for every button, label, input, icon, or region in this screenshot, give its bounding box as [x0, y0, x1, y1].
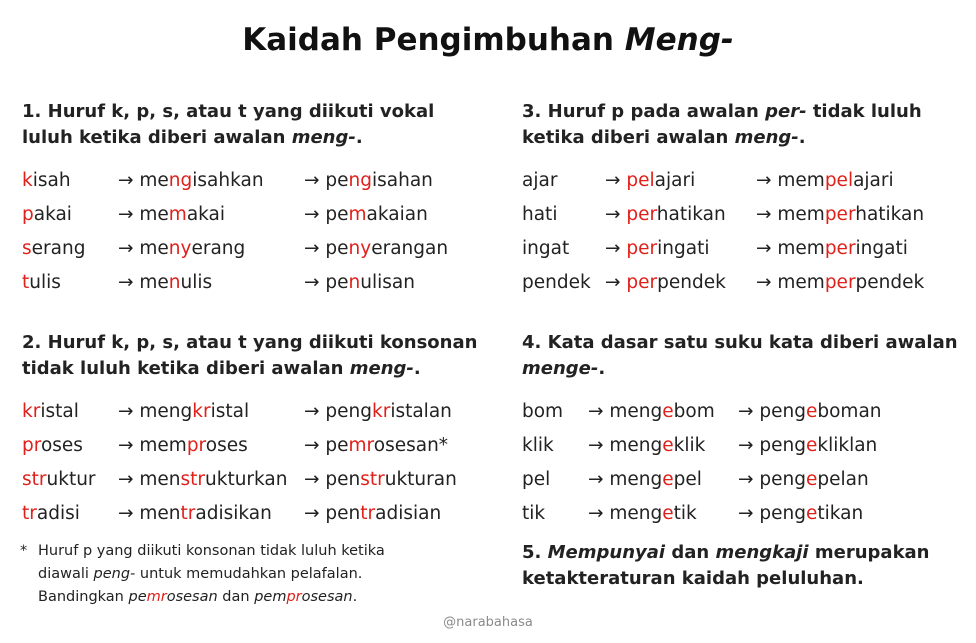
text-segment: isahkan [192, 169, 264, 191]
highlighted-letters: ng [168, 169, 193, 191]
text-segment: → pe [304, 237, 349, 259]
highlighted-letters: e [662, 400, 674, 422]
example-row [522, 462, 958, 496]
highlighted-letters: per [626, 203, 657, 225]
highlighted-letters: str [22, 468, 47, 490]
highlighted-letters: n [348, 271, 361, 293]
text-segment: isahan [371, 169, 433, 191]
text-segment: . [598, 358, 606, 379]
example-row [522, 394, 958, 428]
footnote [20, 540, 385, 609]
highlighted-letters: k [22, 169, 33, 191]
text-segment: ulisan [360, 271, 415, 293]
text-segment: uktur [46, 468, 96, 490]
text-segment: 2. Huruf k, p, s, atau t yang diikuti konsonan [22, 332, 478, 353]
highlighted-letters: ng [348, 169, 372, 191]
highlighted-letters: e [805, 434, 818, 456]
example-rows [522, 394, 958, 530]
text-segment: 5. [522, 542, 548, 563]
highlighted-letters: p [22, 203, 34, 225]
text-segment: oses [40, 434, 83, 456]
text-segment: tidak luluh [806, 101, 922, 122]
text-segment: → meng [588, 468, 663, 490]
text-segment: adisikan [195, 502, 272, 524]
text-segment: adisi [36, 502, 80, 524]
text-segment: luluh ketika diberi awalan [22, 127, 292, 148]
footnote-line [20, 540, 385, 563]
text-segment: → meng [588, 400, 663, 422]
highlighted-letters: t [22, 271, 30, 293]
example-row [522, 428, 958, 462]
example-rows [22, 163, 448, 299]
text-segment: hati [522, 203, 558, 225]
text-segment: erang [191, 237, 246, 259]
highlighted-letters: tr [360, 502, 376, 524]
text-segment: → meng [588, 502, 663, 524]
text-segment: istalan [390, 400, 452, 422]
example-row [22, 394, 477, 428]
text-segment: → [605, 237, 627, 259]
footnote-line [20, 563, 385, 586]
credit-handle: @narabahasa [443, 615, 533, 630]
text-segment: → [605, 203, 627, 225]
text-segment: bom [673, 400, 715, 422]
text-segment: ajari [654, 169, 696, 191]
peng-form [756, 272, 924, 293]
peng-form [738, 469, 869, 490]
text-segment: → meng [118, 400, 193, 422]
text-segment: pem [254, 589, 287, 605]
highlighted-letters: pel [824, 169, 854, 191]
meng-form [605, 204, 756, 225]
text-segment: → me [118, 237, 169, 259]
base-word [22, 170, 118, 191]
text-segment: ketika diberi awalan [522, 127, 735, 148]
meng-form [118, 503, 304, 524]
text-segment: meng- [349, 358, 414, 379]
note-line [522, 566, 930, 592]
text-segment: ajar [522, 169, 558, 191]
heading-line [522, 356, 958, 382]
example-row [22, 163, 448, 197]
meng-form [605, 272, 756, 293]
text-segment: → mem [756, 203, 825, 225]
rule-2-section [22, 330, 477, 530]
text-segment: akai [186, 203, 226, 225]
text-segment: boman [817, 400, 882, 422]
text-segment: → peng [738, 502, 806, 524]
peng-form [304, 469, 457, 490]
text-segment: → me [118, 169, 169, 191]
meng-form [588, 435, 738, 456]
peng-form [304, 503, 441, 524]
text-segment: . [355, 127, 363, 148]
highlighted-letters: m [168, 203, 187, 225]
heading-line [522, 99, 924, 125]
example-row [22, 428, 477, 462]
text-segment: → me [118, 203, 169, 225]
highlighted-letters: mr [348, 434, 374, 456]
example-rows [522, 163, 924, 299]
text-segment: osesan* [373, 434, 449, 456]
base-word [22, 469, 118, 490]
meng-form [118, 238, 304, 259]
text-segment: adisian [375, 502, 442, 524]
highlighted-letters: e [805, 468, 818, 490]
footnote-marker: * [20, 543, 28, 559]
base-word [22, 401, 118, 422]
highlighted-letters: mr [146, 589, 167, 605]
text-segment: erangan [371, 237, 449, 259]
highlighted-letters: str [360, 468, 385, 490]
text-segment: ukturkan [205, 468, 288, 490]
text-segment: → pen [304, 468, 361, 490]
example-row [22, 496, 477, 530]
text-segment: → peng [738, 400, 806, 422]
text-segment: osesan [301, 589, 353, 605]
text-segment: → peng [738, 468, 806, 490]
text-segment: → me [118, 271, 169, 293]
text-segment: → pe [304, 169, 349, 191]
example-row [522, 265, 924, 299]
highlighted-letters: e [805, 502, 818, 524]
text-segment: ingat [522, 237, 570, 259]
base-word [22, 503, 118, 524]
text-segment: klik [522, 434, 554, 456]
meng-form [118, 401, 304, 422]
heading-line [22, 99, 448, 125]
text-segment: . [413, 358, 421, 379]
text-segment: → pen [304, 502, 361, 524]
text-segment: istal [210, 400, 250, 422]
example-row [22, 197, 448, 231]
highlighted-letters: str [180, 468, 206, 490]
meng-form [588, 469, 738, 490]
base-word [522, 503, 588, 524]
text-segment: → [605, 271, 627, 293]
text-segment: → [605, 169, 627, 191]
rule-heading [522, 99, 924, 151]
peng-form [738, 435, 877, 456]
base-word [522, 170, 605, 191]
text-segment: ingati [855, 237, 908, 259]
text-segment: meng- [734, 127, 799, 148]
highlighted-letters: kr [192, 400, 211, 422]
highlighted-letters: ny [168, 237, 192, 259]
text-segment: tikan [817, 502, 864, 524]
peng-form [304, 401, 452, 422]
text-segment: ajari [853, 169, 894, 191]
example-row [522, 231, 924, 265]
note-line [522, 540, 930, 566]
text-segment: ulis [180, 271, 213, 293]
rule-5-note [522, 540, 930, 592]
base-word [522, 435, 588, 456]
highlighted-letters: tr [180, 502, 196, 524]
text-segment: kliklan [817, 434, 878, 456]
rule-3-section [522, 99, 924, 299]
text-segment: tidak luluh ketika diberi awalan [22, 358, 350, 379]
meng-form [588, 401, 738, 422]
base-word [522, 204, 605, 225]
example-row [522, 197, 924, 231]
text-segment: hatikan [656, 203, 726, 225]
meng-form [588, 503, 738, 524]
highlighted-letters: per [626, 237, 658, 259]
peng-form [304, 435, 448, 456]
example-row [22, 462, 477, 496]
text-segment: per- [765, 101, 807, 122]
base-word [22, 204, 118, 225]
highlighted-letters: e [662, 468, 674, 490]
text-segment: istal [40, 400, 79, 422]
highlighted-letters: kr [371, 400, 391, 422]
text-segment: bom [522, 400, 564, 422]
peng-form [304, 204, 428, 225]
text-segment: ulis [29, 271, 61, 293]
highlighted-letters: e [662, 502, 674, 524]
text-segment: mengkaji [715, 542, 809, 563]
base-word [522, 401, 588, 422]
peng-form [304, 170, 433, 191]
base-word [22, 272, 118, 293]
text-segment: . [352, 589, 358, 605]
text-segment: . [798, 127, 806, 148]
meng-form [118, 272, 304, 293]
heading-line [522, 330, 958, 356]
text-segment: diawali [38, 566, 94, 582]
highlighted-letters: pr [286, 589, 302, 605]
highlighted-letters: per [824, 203, 856, 225]
text-segment: isah [32, 169, 71, 191]
rule-heading [22, 330, 477, 382]
highlighted-letters: e [662, 434, 674, 456]
text-segment: → pe [304, 434, 349, 456]
text-segment: Huruf p yang diikuti konsonan tidak luluh ketika [38, 543, 385, 559]
rule-heading [522, 330, 958, 382]
highlighted-letters: e [805, 400, 818, 422]
text-segment: → pe [304, 271, 349, 293]
highlighted-letters: n [168, 271, 181, 293]
example-row [522, 163, 924, 197]
text-segment: dan [665, 542, 716, 563]
text-segment: pelan [817, 468, 869, 490]
text-segment: 4. Kata dasar satu suku kata diberi awalan [522, 332, 958, 353]
text-segment: pendek [522, 271, 591, 293]
example-rows [22, 394, 477, 530]
peng-form [756, 238, 908, 259]
text-segment: 3. Huruf p pada awalan [522, 101, 766, 122]
highlighted-letters: per [824, 271, 856, 293]
highlighted-letters: s [22, 237, 32, 259]
text-segment: pel [673, 468, 702, 490]
base-word [22, 238, 118, 259]
text-segment: osesan [166, 589, 218, 605]
meng-form [118, 469, 304, 490]
text-segment: → men [118, 502, 181, 524]
highlighted-letters: per [824, 237, 856, 259]
text-segment: tik [522, 502, 546, 524]
peng-form [738, 401, 882, 422]
rule-1-section [22, 99, 448, 299]
highlighted-letters: ny [348, 237, 372, 259]
meng-form [118, 204, 304, 225]
meng-form [605, 170, 756, 191]
rule-heading [22, 99, 448, 151]
text-segment: → peng [304, 400, 372, 422]
highlighted-letters: tr [22, 502, 37, 524]
heading-line [22, 125, 448, 151]
text-segment: untuk memudahkan pelafalan. [135, 566, 363, 582]
highlighted-letters: kr [22, 400, 41, 422]
text-segment: merupakan [808, 542, 930, 563]
text-segment: klik [673, 434, 706, 456]
peng-form [304, 238, 448, 259]
meng-form [118, 170, 304, 191]
text-segment: pe [128, 589, 147, 605]
text-segment: erang [31, 237, 86, 259]
text-segment: ketakteraturan kaidah peluluhan. [522, 568, 864, 589]
heading-line [522, 125, 924, 151]
example-row [22, 265, 448, 299]
base-word [522, 272, 605, 293]
highlighted-letters: pel [626, 169, 655, 191]
text-segment: → mem [756, 271, 825, 293]
text-segment: → men [118, 468, 181, 490]
text-segment: oses [205, 434, 248, 456]
example-row [22, 231, 448, 265]
peng-form [756, 170, 894, 191]
text-segment: meng- [291, 127, 356, 148]
text-segment: pendek [657, 271, 726, 293]
highlighted-letters: per [626, 271, 658, 293]
text-segment: tik [673, 502, 697, 524]
text-segment: dan [217, 589, 255, 605]
text-segment: → mem [756, 237, 825, 259]
footnote-line [20, 586, 385, 609]
peng-form [304, 272, 415, 293]
base-word [522, 469, 588, 490]
text-segment: peng- [93, 566, 136, 582]
highlighted-letters: pr [22, 434, 41, 456]
meng-form [118, 435, 304, 456]
base-word [22, 435, 118, 456]
text-segment: pendek [855, 271, 925, 293]
text-segment: 1. Huruf k, p, s, atau t yang diikuti vokal [22, 101, 435, 122]
highlighted-letters: m [348, 203, 367, 225]
text-segment: akaian [366, 203, 428, 225]
text-segment: Mempunyai [547, 542, 666, 563]
text-segment: Bandingkan [38, 589, 129, 605]
text-segment: menge- [522, 358, 599, 379]
text-segment: pel [522, 468, 551, 490]
text-segment: → mem [756, 169, 825, 191]
text-segment: ukturan [384, 468, 457, 490]
rule-4-section [522, 330, 958, 530]
text-segment: akai [33, 203, 72, 225]
text-segment: ingati [657, 237, 710, 259]
text-segment: → pe [304, 203, 349, 225]
heading-line [22, 330, 477, 356]
text-segment: → peng [738, 434, 806, 456]
text-segment: hatikan [855, 203, 925, 225]
peng-form [738, 503, 863, 524]
base-word [522, 238, 605, 259]
meng-form [605, 238, 756, 259]
example-row [522, 496, 958, 530]
heading-line [22, 356, 477, 382]
text-segment: → mem [118, 434, 187, 456]
highlighted-letters: pr [186, 434, 206, 456]
page-title: Kaidah Pengimbuhan Meng- [242, 22, 734, 58]
text-segment: → meng [588, 434, 663, 456]
peng-form [756, 204, 924, 225]
